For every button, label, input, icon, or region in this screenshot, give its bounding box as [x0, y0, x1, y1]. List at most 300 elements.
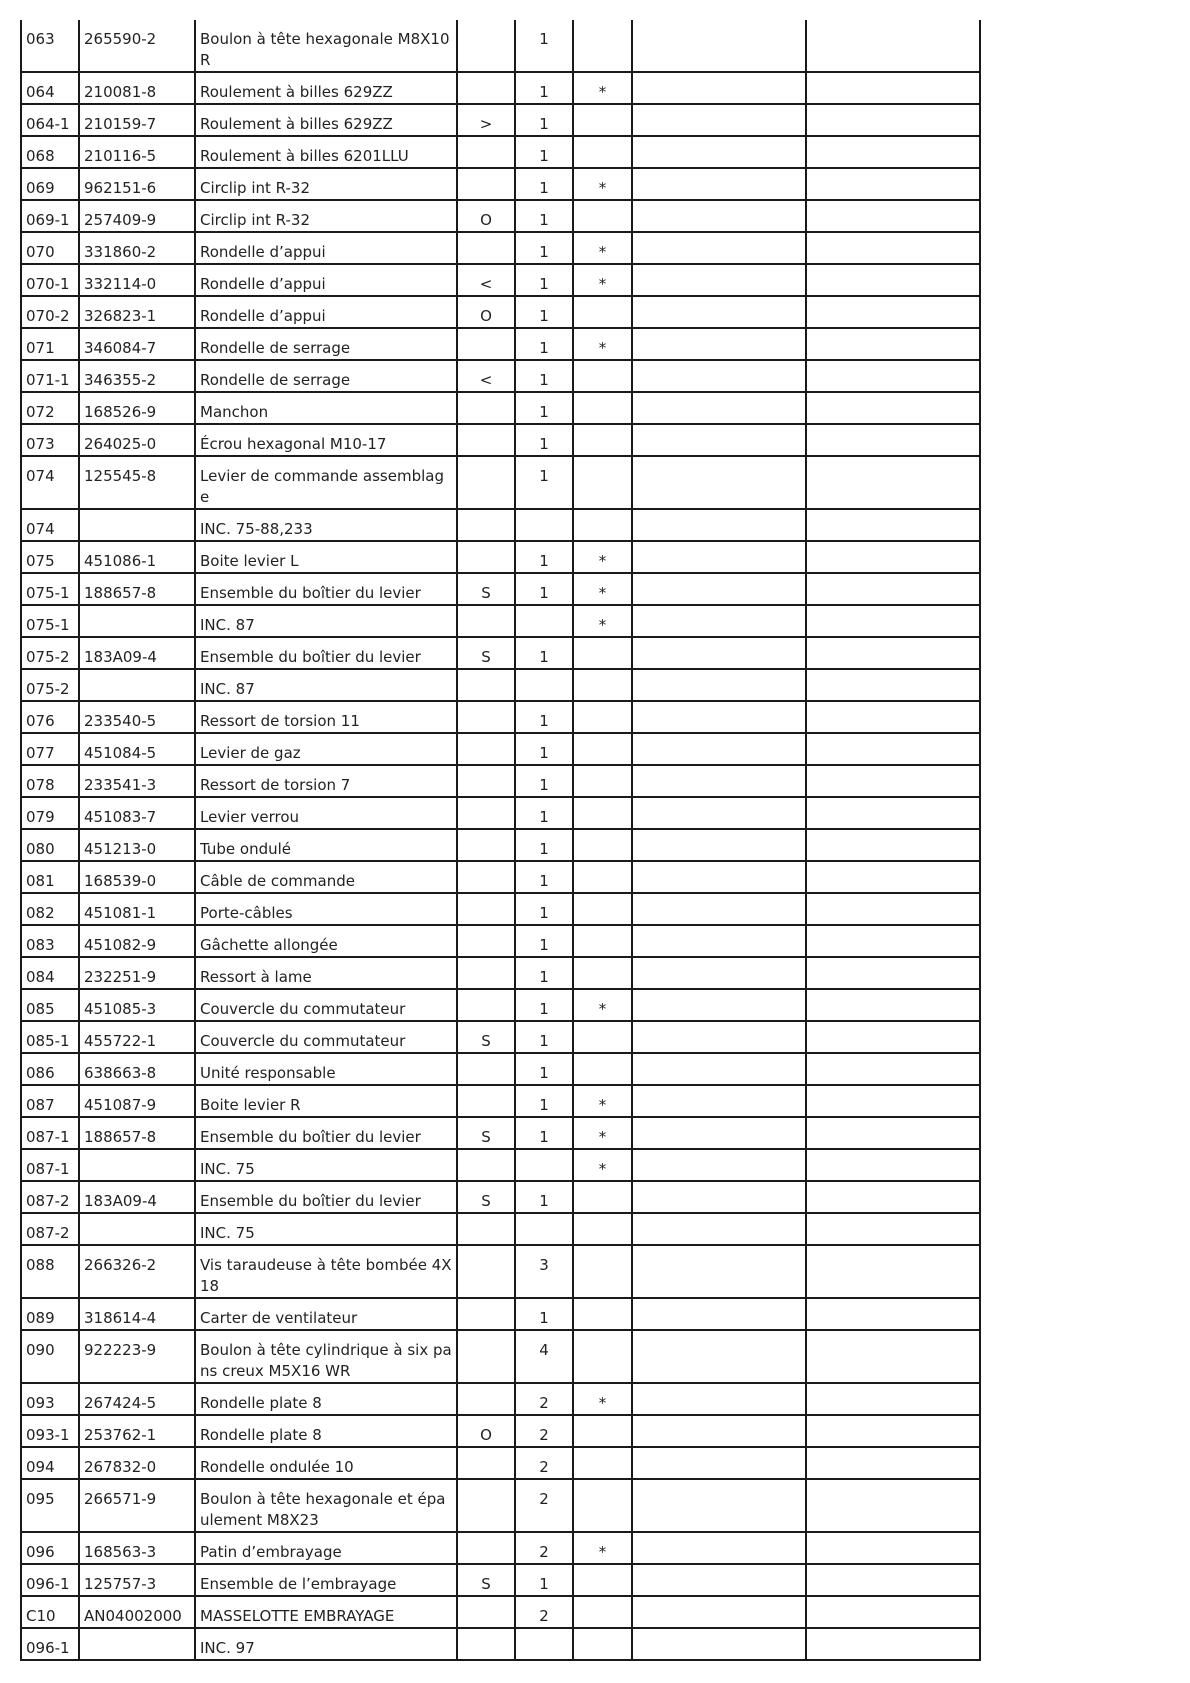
change-code-cell — [457, 1628, 515, 1660]
table-row — [21, 392, 980, 424]
mark-cell — [573, 733, 632, 765]
mark-cell — [573, 765, 632, 797]
mark-cell — [573, 456, 632, 509]
quantity-cell: 2 — [515, 1447, 573, 1479]
change-code-cell — [457, 1447, 515, 1479]
part-number-cell: 346084-7 — [79, 328, 195, 360]
remark-cell — [806, 1628, 980, 1660]
quantity-cell: 1 — [515, 893, 573, 925]
table-row — [21, 1596, 980, 1628]
change-code-cell — [457, 1085, 515, 1117]
quantity-cell — [515, 669, 573, 701]
remark-cell — [806, 1383, 980, 1415]
description-cell: Ensemble de l’embrayage — [195, 1564, 457, 1596]
remark-cell — [806, 20, 980, 72]
remark-cell — [806, 1149, 980, 1181]
table-row — [21, 637, 980, 669]
table-row — [21, 424, 980, 456]
note-cell — [632, 797, 806, 829]
item-number-cell: 072 — [21, 392, 79, 424]
part-number-cell: 455722-1 — [79, 1021, 195, 1053]
mark-cell — [573, 893, 632, 925]
remark-cell — [806, 701, 980, 733]
change-code-cell — [457, 392, 515, 424]
quantity-cell: 1 — [515, 392, 573, 424]
table-row — [21, 605, 980, 637]
description-cell: INC. 87 — [195, 669, 457, 701]
note-cell — [632, 1479, 806, 1532]
part-number-cell: 332114-0 — [79, 264, 195, 296]
quantity-cell: 1 — [515, 1021, 573, 1053]
note-cell — [632, 72, 806, 104]
table-row — [21, 1021, 980, 1053]
note-cell — [632, 1213, 806, 1245]
mark-cell: * — [573, 1117, 632, 1149]
mark-cell — [573, 861, 632, 893]
change-code-cell — [457, 1053, 515, 1085]
change-code-cell — [457, 893, 515, 925]
item-number-cell: 076 — [21, 701, 79, 733]
remark-cell — [806, 296, 980, 328]
part-number-cell: 168563-3 — [79, 1532, 195, 1564]
mark-cell — [573, 1053, 632, 1085]
description-cell: Boite levier R — [195, 1085, 457, 1117]
change-code-cell — [457, 424, 515, 456]
part-number-cell: 638663-8 — [79, 1053, 195, 1085]
change-code-cell — [457, 605, 515, 637]
description-cell: Écrou hexagonal M10-17 — [195, 424, 457, 456]
table-row — [21, 1628, 980, 1660]
table-row — [21, 669, 980, 701]
table-row — [21, 893, 980, 925]
description-cell: Rondelle d’appui — [195, 264, 457, 296]
note-cell — [632, 1298, 806, 1330]
mark-cell: * — [573, 264, 632, 296]
part-number-cell — [79, 605, 195, 637]
mark-cell — [573, 1447, 632, 1479]
description-cell: Unité responsable — [195, 1053, 457, 1085]
note-cell — [632, 1245, 806, 1298]
item-number-cell: 064-1 — [21, 104, 79, 136]
description-cell: Rondelle de serrage — [195, 328, 457, 360]
quantity-cell: 2 — [515, 1479, 573, 1532]
mark-cell — [573, 424, 632, 456]
remark-cell — [806, 541, 980, 573]
description-cell: Circlip int R-32 — [195, 168, 457, 200]
mark-cell: * — [573, 1383, 632, 1415]
note-cell — [632, 200, 806, 232]
description-cell: Couvercle du commutateur — [195, 989, 457, 1021]
quantity-cell: 1 — [515, 765, 573, 797]
table-row — [21, 1149, 980, 1181]
mark-cell — [573, 296, 632, 328]
part-number-cell: 253762-1 — [79, 1415, 195, 1447]
description-cell: Rondelle plate 8 — [195, 1383, 457, 1415]
remark-cell — [806, 1181, 980, 1213]
part-number-cell: 210081-8 — [79, 72, 195, 104]
note-cell — [632, 456, 806, 509]
note-cell — [632, 765, 806, 797]
mark-cell — [573, 1245, 632, 1298]
change-code-cell — [457, 989, 515, 1021]
change-code-cell: S — [457, 573, 515, 605]
remark-cell — [806, 72, 980, 104]
change-code-cell — [457, 1298, 515, 1330]
description-cell: Porte-câbles — [195, 893, 457, 925]
mark-cell — [573, 509, 632, 541]
remark-cell — [806, 893, 980, 925]
remark-cell — [806, 925, 980, 957]
note-cell — [632, 509, 806, 541]
mark-cell — [573, 957, 632, 989]
remark-cell — [806, 669, 980, 701]
mark-cell — [573, 1596, 632, 1628]
part-number-cell: 451082-9 — [79, 925, 195, 957]
table-row — [21, 1330, 980, 1383]
change-code-cell — [457, 797, 515, 829]
description-cell: Ensemble du boîtier du levier — [195, 1117, 457, 1149]
item-number-cell: 096-1 — [21, 1628, 79, 1660]
quantity-cell — [515, 1628, 573, 1660]
quantity-cell: 1 — [515, 360, 573, 392]
quantity-cell: 2 — [515, 1532, 573, 1564]
change-code-cell — [457, 829, 515, 861]
parts-list-table — [20, 20, 981, 1661]
note-cell — [632, 861, 806, 893]
item-number-cell: 080 — [21, 829, 79, 861]
table-row — [21, 733, 980, 765]
note-cell — [632, 1383, 806, 1415]
table-row — [21, 360, 980, 392]
part-number-cell: 125757-3 — [79, 1564, 195, 1596]
item-number-cell: 087-2 — [21, 1213, 79, 1245]
note-cell — [632, 1564, 806, 1596]
table-row — [21, 456, 980, 509]
quantity-cell — [515, 1149, 573, 1181]
mark-cell: * — [573, 1149, 632, 1181]
remark-cell — [806, 989, 980, 1021]
note-cell — [632, 1085, 806, 1117]
change-code-cell — [457, 1596, 515, 1628]
remark-cell — [806, 1330, 980, 1383]
item-number-cell: 087 — [21, 1085, 79, 1117]
quantity-cell: 1 — [515, 1298, 573, 1330]
table-row — [21, 1213, 980, 1245]
table-row — [21, 72, 980, 104]
mark-cell: * — [573, 605, 632, 637]
mark-cell: * — [573, 168, 632, 200]
note-cell — [632, 1021, 806, 1053]
change-code-cell — [457, 669, 515, 701]
part-number-cell: 451213-0 — [79, 829, 195, 861]
remark-cell — [806, 1053, 980, 1085]
part-number-cell — [79, 669, 195, 701]
note-cell — [632, 541, 806, 573]
part-number-cell: 962151-6 — [79, 168, 195, 200]
item-number-cell: 074 — [21, 509, 79, 541]
description-cell: Boulon à tête cylindrique à six pans creux M5X16 WR — [195, 1330, 457, 1383]
description-cell: Ensemble du boîtier du levier — [195, 1181, 457, 1213]
item-number-cell: 063 — [21, 20, 79, 72]
part-number-cell — [79, 1628, 195, 1660]
part-number-cell: 451085-3 — [79, 989, 195, 1021]
change-code-cell: S — [457, 1181, 515, 1213]
change-code-cell: O — [457, 296, 515, 328]
item-number-cell: 087-1 — [21, 1149, 79, 1181]
item-number-cell: 078 — [21, 765, 79, 797]
note-cell — [632, 669, 806, 701]
quantity-cell: 1 — [515, 637, 573, 669]
mark-cell — [573, 1415, 632, 1447]
remark-cell — [806, 264, 980, 296]
quantity-cell: 1 — [515, 541, 573, 573]
description-cell: Boite levier L — [195, 541, 457, 573]
table-row — [21, 1383, 980, 1415]
description-cell: Levier de commande assemblage — [195, 456, 457, 509]
change-code-cell — [457, 509, 515, 541]
table-row — [21, 1479, 980, 1532]
item-number-cell: 071-1 — [21, 360, 79, 392]
note-cell — [632, 701, 806, 733]
description-cell: Gâchette allongée — [195, 925, 457, 957]
table-row — [21, 1532, 980, 1564]
description-cell: Circlip int R-32 — [195, 200, 457, 232]
description-cell: Levier de gaz — [195, 733, 457, 765]
note-cell — [632, 1532, 806, 1564]
remark-cell — [806, 168, 980, 200]
change-code-cell — [457, 20, 515, 72]
item-number-cell: 075-2 — [21, 669, 79, 701]
remark-cell — [806, 328, 980, 360]
note-cell — [632, 424, 806, 456]
quantity-cell: 1 — [515, 1053, 573, 1085]
item-number-cell: 087-2 — [21, 1181, 79, 1213]
part-number-cell: 451083-7 — [79, 797, 195, 829]
mark-cell — [573, 1628, 632, 1660]
quantity-cell: 1 — [515, 989, 573, 1021]
change-code-cell — [457, 1330, 515, 1383]
item-number-cell: 090 — [21, 1330, 79, 1383]
part-number-cell: 188657-8 — [79, 1117, 195, 1149]
table-row — [21, 1117, 980, 1149]
mark-cell — [573, 829, 632, 861]
mark-cell: * — [573, 72, 632, 104]
description-cell: INC. 75 — [195, 1213, 457, 1245]
quantity-cell: 1 — [515, 72, 573, 104]
remark-cell — [806, 605, 980, 637]
description-cell: Ressort de torsion 11 — [195, 701, 457, 733]
quantity-cell: 1 — [515, 957, 573, 989]
remark-cell — [806, 1564, 980, 1596]
note-cell — [632, 1447, 806, 1479]
note-cell — [632, 829, 806, 861]
quantity-cell: 1 — [515, 1564, 573, 1596]
table-row — [21, 989, 980, 1021]
note-cell — [632, 1628, 806, 1660]
item-number-cell: 082 — [21, 893, 79, 925]
mark-cell: * — [573, 1085, 632, 1117]
part-number-cell: 183A09-4 — [79, 1181, 195, 1213]
item-number-cell: 077 — [21, 733, 79, 765]
part-number-cell: 188657-8 — [79, 573, 195, 605]
quantity-cell — [515, 1213, 573, 1245]
quantity-cell: 1 — [515, 232, 573, 264]
remark-cell — [806, 637, 980, 669]
item-number-cell: 096-1 — [21, 1564, 79, 1596]
note-cell — [632, 605, 806, 637]
table-row — [21, 957, 980, 989]
note-cell — [632, 328, 806, 360]
mark-cell — [573, 1213, 632, 1245]
part-number-cell: 125545-8 — [79, 456, 195, 509]
description-cell: Rondelle d’appui — [195, 296, 457, 328]
description-cell: Ensemble du boîtier du levier — [195, 573, 457, 605]
change-code-cell — [457, 861, 515, 893]
item-number-cell: 070 — [21, 232, 79, 264]
remark-cell — [806, 1479, 980, 1532]
item-number-cell: 075-1 — [21, 573, 79, 605]
change-code-cell: S — [457, 1117, 515, 1149]
note-cell — [632, 733, 806, 765]
part-number-cell: 922223-9 — [79, 1330, 195, 1383]
mark-cell — [573, 20, 632, 72]
description-cell: Boulon à tête hexagonale M8X10 R — [195, 20, 457, 72]
item-number-cell: 064 — [21, 72, 79, 104]
table-row — [21, 765, 980, 797]
quantity-cell: 1 — [515, 797, 573, 829]
table-row — [21, 20, 980, 72]
change-code-cell — [457, 328, 515, 360]
note-cell — [632, 232, 806, 264]
table-row — [21, 701, 980, 733]
remark-cell — [806, 573, 980, 605]
table-row — [21, 573, 980, 605]
description-cell: INC. 97 — [195, 1628, 457, 1660]
description-cell: Rondelle de serrage — [195, 360, 457, 392]
table-row — [21, 328, 980, 360]
quantity-cell: 1 — [515, 328, 573, 360]
remark-cell — [806, 765, 980, 797]
item-number-cell: 088 — [21, 1245, 79, 1298]
part-number-cell: 265590-2 — [79, 20, 195, 72]
item-number-cell: 087-1 — [21, 1117, 79, 1149]
remark-cell — [806, 392, 980, 424]
mark-cell — [573, 701, 632, 733]
description-cell: Levier verrou — [195, 797, 457, 829]
table-row — [21, 509, 980, 541]
part-number-cell — [79, 1149, 195, 1181]
change-code-cell — [457, 456, 515, 509]
table-row — [21, 296, 980, 328]
part-number-cell: AN04002000 — [79, 1596, 195, 1628]
table-row — [21, 1564, 980, 1596]
change-code-cell — [457, 1383, 515, 1415]
table-row — [21, 1298, 980, 1330]
table-row — [21, 829, 980, 861]
remark-cell — [806, 1415, 980, 1447]
item-number-cell: 070-2 — [21, 296, 79, 328]
item-number-cell: 075-1 — [21, 605, 79, 637]
table-row — [21, 1447, 980, 1479]
item-number-cell: 074 — [21, 456, 79, 509]
mark-cell: * — [573, 989, 632, 1021]
remark-cell — [806, 829, 980, 861]
change-code-cell: S — [457, 1564, 515, 1596]
change-code-cell: > — [457, 104, 515, 136]
quantity-cell: 1 — [515, 573, 573, 605]
parts-table-body — [21, 20, 980, 1660]
change-code-cell: S — [457, 637, 515, 669]
change-code-cell — [457, 733, 515, 765]
item-number-cell: 095 — [21, 1479, 79, 1532]
part-number-cell: 318614-4 — [79, 1298, 195, 1330]
description-cell: Tube ondulé — [195, 829, 457, 861]
quantity-cell: 1 — [515, 168, 573, 200]
table-row — [21, 1181, 980, 1213]
description-cell: Rondelle d’appui — [195, 232, 457, 264]
quantity-cell: 1 — [515, 264, 573, 296]
item-number-cell: 068 — [21, 136, 79, 168]
change-code-cell — [457, 232, 515, 264]
change-code-cell: O — [457, 200, 515, 232]
part-number-cell: 264025-0 — [79, 424, 195, 456]
item-number-cell: 070-1 — [21, 264, 79, 296]
quantity-cell: 1 — [515, 20, 573, 72]
remark-cell — [806, 1298, 980, 1330]
item-number-cell: 085 — [21, 989, 79, 1021]
mark-cell — [573, 637, 632, 669]
change-code-cell — [457, 1213, 515, 1245]
item-number-cell: 073 — [21, 424, 79, 456]
item-number-cell: 089 — [21, 1298, 79, 1330]
remark-cell — [806, 136, 980, 168]
table-row — [21, 168, 980, 200]
quantity-cell: 1 — [515, 456, 573, 509]
table-row — [21, 232, 980, 264]
part-number-cell: 257409-9 — [79, 200, 195, 232]
mark-cell — [573, 1298, 632, 1330]
item-number-cell: 069 — [21, 168, 79, 200]
mark-cell — [573, 1181, 632, 1213]
description-cell: Ressort de torsion 7 — [195, 765, 457, 797]
description-cell: Boulon à tête hexagonale et épaulement M8X23 — [195, 1479, 457, 1532]
quantity-cell: 1 — [515, 861, 573, 893]
item-number-cell: 069-1 — [21, 200, 79, 232]
change-code-cell — [457, 957, 515, 989]
mark-cell — [573, 104, 632, 136]
change-code-cell — [457, 541, 515, 573]
note-cell — [632, 637, 806, 669]
note-cell — [632, 136, 806, 168]
mark-cell — [573, 392, 632, 424]
part-number-cell: 267424-5 — [79, 1383, 195, 1415]
remark-cell — [806, 232, 980, 264]
description-cell: Ressort à lame — [195, 957, 457, 989]
part-number-cell — [79, 509, 195, 541]
note-cell — [632, 1149, 806, 1181]
item-number-cell: 096 — [21, 1532, 79, 1564]
item-number-cell: 075-2 — [21, 637, 79, 669]
item-number-cell: 083 — [21, 925, 79, 957]
description-cell: Roulement à billes 629ZZ — [195, 104, 457, 136]
description-cell: MASSELOTTE EMBRAYAGE — [195, 1596, 457, 1628]
remark-cell — [806, 424, 980, 456]
note-cell — [632, 392, 806, 424]
part-number-cell: 183A09-4 — [79, 637, 195, 669]
change-code-cell — [457, 925, 515, 957]
remark-cell — [806, 1085, 980, 1117]
table-row — [21, 136, 980, 168]
